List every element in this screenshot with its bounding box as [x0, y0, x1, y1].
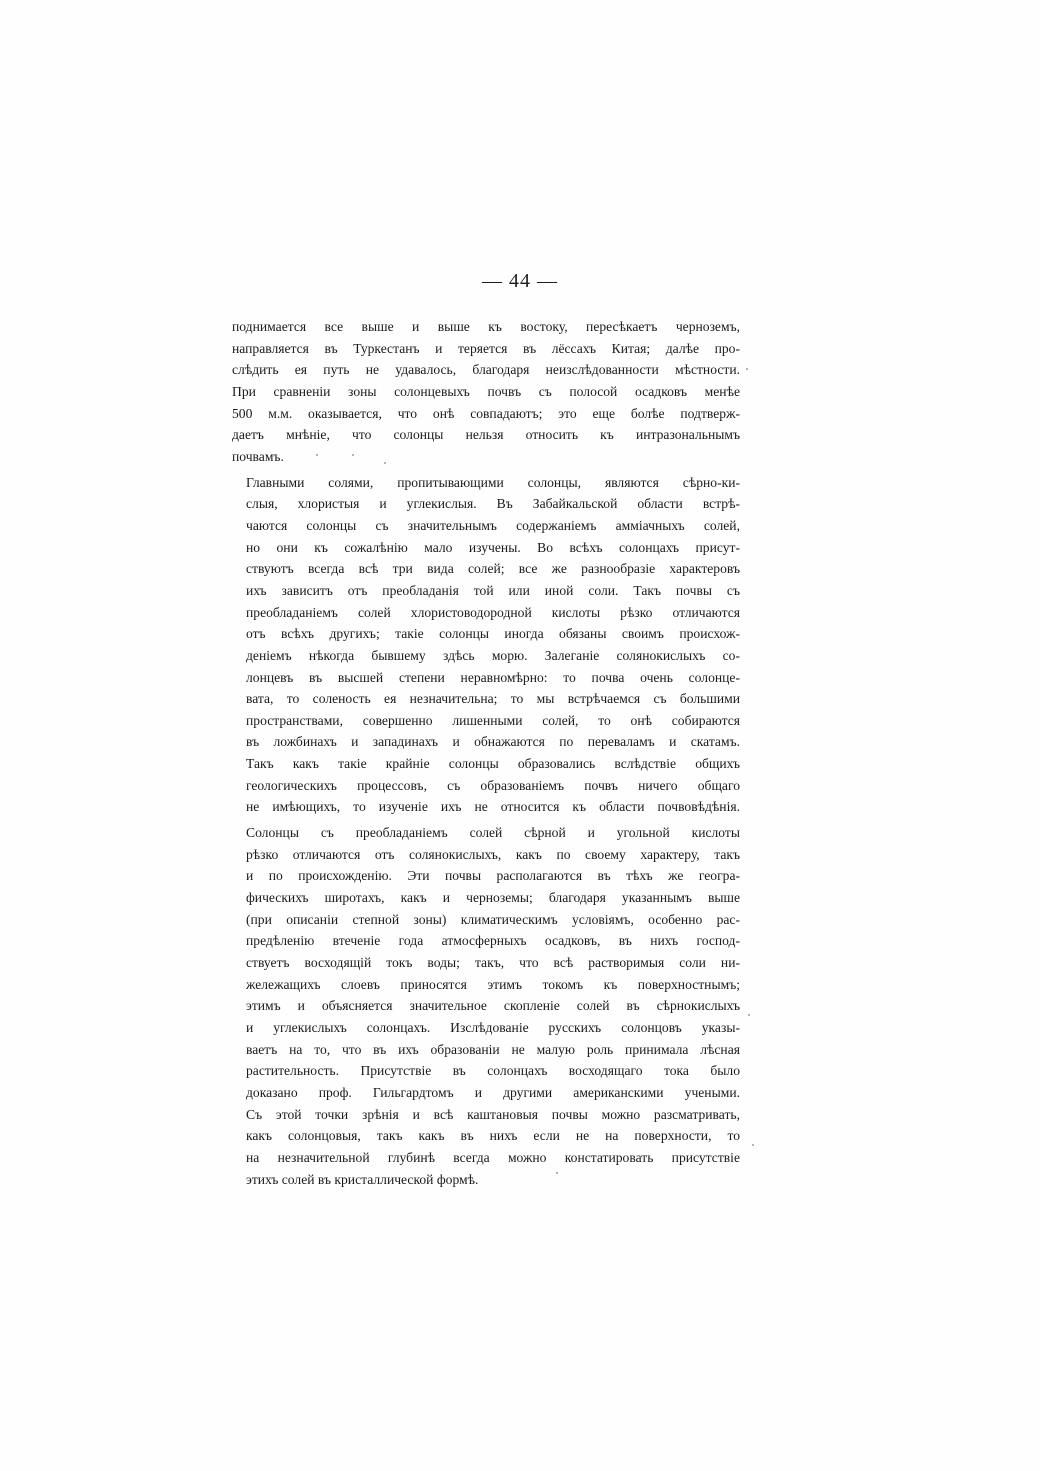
- text-line: геологическихъ процессовъ, съ образованіемъ почвъ ничего общаго: [246, 777, 740, 793]
- text-line: растительность. Присутствіе въ солонцахъ восходящаго тока было: [246, 1063, 740, 1079]
- scan-speck: [746, 368, 748, 370]
- text-line: Съ этой точки зрѣнія и всѣ каштановыя почвы можно разсматривать,: [246, 1106, 740, 1122]
- text-line: Такъ какъ такіе крайніе солонцы образовались вслѣдствіе общихъ: [246, 756, 740, 772]
- text-line: и по происхожденію. Эти почвы располагаются въ тѣхъ же геогра-: [246, 868, 740, 884]
- text-line: даетъ мнѣніе, что солонцы нельзя относить къ интразональнымъ: [232, 427, 740, 443]
- text-line: отъ всѣхъ другихъ; такіе солонцы иногда обязаны своимъ происхож-: [246, 626, 740, 642]
- text-line: рѣзко отличаются отъ солянокислыхъ, какъ по своему характеру, такъ: [246, 846, 740, 862]
- text-line: не имѣющихъ, то изученіе ихъ не относится къ области почвовѣдѣнія.: [246, 799, 740, 815]
- text-line: ствуетъ восходящій токъ воды; такъ, что всѣ растворимыя соли ни-: [246, 955, 740, 971]
- text-line: поднимается все выше и выше къ востоку, пересѣкаетъ черноземъ,: [232, 319, 740, 334]
- text-line: чаются солонцы съ значительнымъ содержаніемъ аммiачныхъ солей,: [246, 517, 740, 533]
- paragraph-1: [232, 316, 740, 468]
- text-line: 500 м.м. оказывается, что онѣ совпадаютъ; это еще болѣе подтверж-: [232, 405, 740, 421]
- scan-speck: [556, 1172, 558, 1174]
- scan-speck: [316, 454, 318, 456]
- text-line: При сравненіи зоны солонцевыхъ почвъ съ полосой осадковъ менѣе: [232, 383, 740, 399]
- scan-speck: [752, 1144, 754, 1146]
- text-line: въ ложбинахъ и западинахъ и обнажаются по переваламъ и скатамъ.: [246, 734, 740, 750]
- text-line: Главными солями, пропитывающими солонцы, являются сѣрно-ки-: [246, 474, 740, 490]
- text-line: какъ солонцовыя, такъ какъ въ нихъ если не на поверхности, то: [246, 1128, 740, 1144]
- page-number: — 44 —: [482, 270, 558, 292]
- scan-speck: [384, 462, 386, 464]
- scan-speck: [748, 1014, 750, 1016]
- text-line: ихъ зависитъ отъ преобладанія той или иной соли. Такъ почвы съ: [246, 582, 740, 598]
- text-line: вата, то соленость ея незначительна; то мы встрѣчаемся съ большими: [246, 691, 740, 707]
- text-line: пространствами, совершенно лишенными солей, то онѣ собираются: [246, 712, 740, 728]
- text-line: ствуютъ всегда всѣ три вида солей; все же разнообразіе характеровъ: [246, 561, 740, 577]
- body-text: [232, 316, 740, 1194]
- text-line: направляется въ Туркестанъ и теряется въ лёссахъ Китая; далѣе про-: [232, 340, 740, 356]
- paragraph-3: [232, 822, 740, 1190]
- text-line: этимъ и объясняется значительное скопленіе солей въ сѣрнокислыхъ: [246, 998, 740, 1014]
- text-line: Солонцы съ преобладаніемъ солей сѣрной и угольной кислоты: [246, 825, 740, 841]
- paragraph-2: [232, 472, 740, 819]
- text-line: лонцевъ въ высшей степени неравномѣрно: то почва очень солонце-: [246, 669, 740, 685]
- text-line: и углекислыхъ солонцахъ. Изслѣдованіе русскихъ солонцовъ указы-: [246, 1020, 740, 1035]
- text-line: на незначительной глубинѣ всегда можно констатировать присутствіе: [246, 1149, 740, 1165]
- text-line: слѣдить ея путь не удавалось, благодаря неизслѣдованности мѣстности.: [232, 362, 740, 378]
- text-line: доказано проф. Гильгардтомъ и другими американскими учеными.: [246, 1084, 740, 1100]
- scan-speck: [352, 454, 354, 456]
- text-line: этихъ солей въ кристаллической формѣ.: [246, 1171, 479, 1187]
- text-line: фическихъ широтахъ, какъ и черноземы; благодаря указаннымъ выше: [246, 890, 740, 906]
- text-line: преобладаніемъ солей хлористоводородной кислоты рѣзко отличаются: [246, 604, 740, 620]
- text-line: (при описаніи степной зоны) климатическимъ условіямъ, особенно рас-: [246, 911, 740, 927]
- text-line: ваетъ на то, что въ ихъ образованіи не малую роль принимала лѣсная: [246, 1041, 740, 1057]
- text-line: деніемъ нѣкогда бывшему здѣсь морю. Залеганіе солянокислыхъ со-: [246, 647, 740, 663]
- text-line: жележащихъ слоевъ приносятся этимъ токомъ къ поверхностнымъ;: [246, 976, 740, 992]
- text-line: предѣленію втеченіе года атмосферныхъ осадковъ, въ нихъ господ-: [246, 933, 740, 949]
- text-line: слыя, хлористыя и углекислыя. Въ Забайкальской области встрѣ-: [246, 496, 740, 512]
- text-line: почвамъ.: [232, 448, 284, 464]
- text-line: но они къ сожалѣнію мало изучены. Во всѣхъ солонцахъ присут-: [246, 539, 740, 555]
